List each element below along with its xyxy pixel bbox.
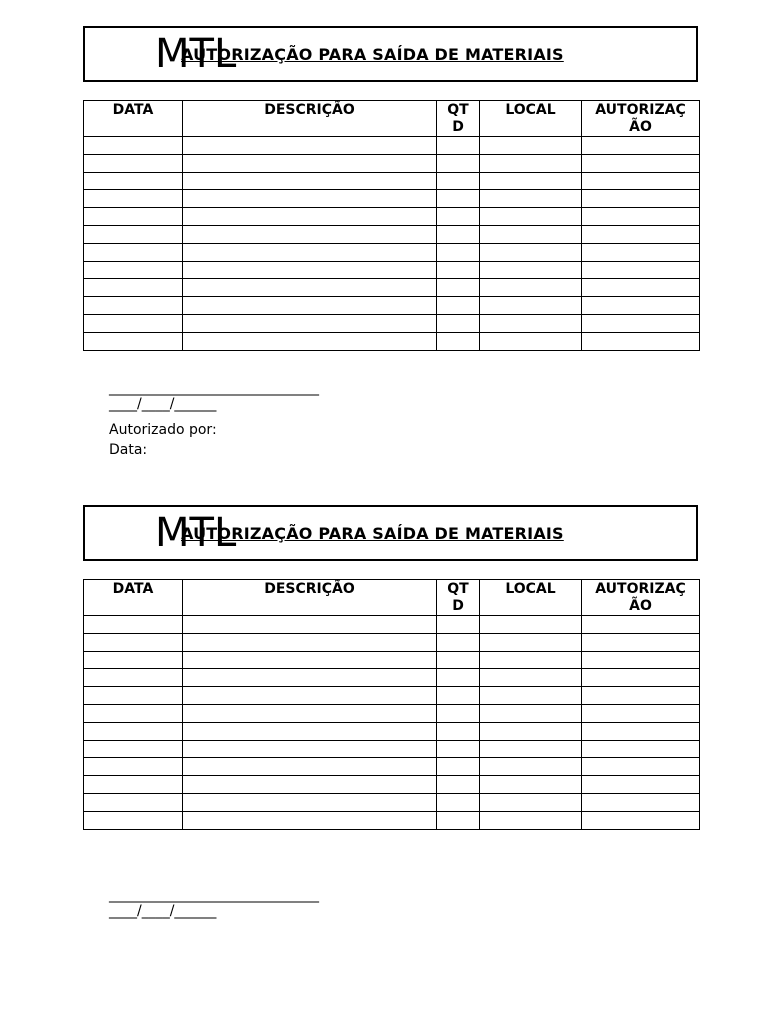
table-row [84, 758, 700, 776]
table-body [84, 616, 700, 830]
date-line[interactable]: ____/____/______ [109, 903, 217, 919]
cell-location[interactable] [480, 776, 582, 794]
table-row [84, 704, 700, 722]
cell-authorization[interactable] [582, 208, 700, 226]
cell-quantity[interactable] [437, 633, 480, 651]
table-row [84, 669, 700, 687]
cell-location[interactable] [480, 279, 582, 297]
cell-quantity[interactable] [437, 297, 480, 315]
cell-authorization[interactable] [582, 811, 700, 829]
table-header-row [84, 580, 700, 616]
cell-authorization[interactable] [582, 722, 700, 740]
cell-description[interactable] [183, 261, 437, 279]
cell-authorization[interactable] [582, 190, 700, 208]
cell-date[interactable] [84, 722, 183, 740]
cell-location[interactable] [480, 332, 582, 350]
cell-authorization[interactable] [582, 261, 700, 279]
table-row [84, 811, 700, 829]
cell-date[interactable] [84, 776, 183, 794]
table-row [84, 616, 700, 634]
cell-location[interactable] [480, 154, 582, 172]
materials-table [83, 579, 700, 830]
cell-location[interactable] [480, 669, 582, 687]
cell-date[interactable] [84, 687, 183, 705]
cell-authorization[interactable] [582, 776, 700, 794]
table-row [84, 722, 700, 740]
table-row [84, 279, 700, 297]
table-row [84, 651, 700, 669]
materials-table [83, 100, 700, 351]
cell-location[interactable] [480, 172, 582, 190]
cell-authorization[interactable] [582, 687, 700, 705]
cell-authorization[interactable] [582, 154, 700, 172]
cell-location[interactable] [480, 616, 582, 634]
cell-location[interactable] [480, 297, 582, 315]
cell-location[interactable] [480, 722, 582, 740]
cell-description[interactable] [183, 740, 437, 758]
company-logo: MTL [155, 510, 237, 556]
cell-location[interactable] [480, 190, 582, 208]
cell-location[interactable] [480, 811, 582, 829]
cell-description[interactable] [183, 704, 437, 722]
cell-date[interactable] [84, 793, 183, 811]
cell-date[interactable] [84, 704, 183, 722]
table-row [84, 243, 700, 261]
cell-quantity[interactable] [437, 208, 480, 226]
cell-date[interactable] [84, 740, 183, 758]
cell-quantity[interactable] [437, 616, 480, 634]
table-body [84, 137, 700, 351]
cell-location[interactable] [480, 208, 582, 226]
cell-location[interactable] [480, 758, 582, 776]
date-label: Data: [109, 442, 148, 458]
cell-authorization[interactable] [582, 332, 700, 350]
cell-description[interactable] [183, 669, 437, 687]
column-header-description: DESCRIÇÃO [183, 101, 437, 137]
cell-quantity[interactable] [437, 740, 480, 758]
column-header-quantity: QT D [437, 101, 480, 137]
form-header [83, 26, 698, 82]
cell-description[interactable] [183, 279, 437, 297]
cell-quantity[interactable] [437, 811, 480, 829]
table-row [84, 793, 700, 811]
table-row [84, 687, 700, 705]
cell-quantity[interactable] [437, 190, 480, 208]
table-row [84, 261, 700, 279]
cell-location[interactable] [480, 793, 582, 811]
cell-authorization[interactable] [582, 297, 700, 315]
cell-location[interactable] [480, 137, 582, 155]
cell-authorization[interactable] [582, 279, 700, 297]
table-row [84, 137, 700, 155]
cell-description[interactable] [183, 225, 437, 243]
column-header-description: DESCRIÇÃO [183, 580, 437, 616]
cell-date[interactable] [84, 314, 183, 332]
cell-date[interactable] [84, 332, 183, 350]
column-header-authorization: AUTORIZAÇ ÃO [582, 101, 700, 137]
cell-description[interactable] [183, 633, 437, 651]
signature-block-2 [109, 887, 319, 919]
cell-quantity[interactable] [437, 279, 480, 297]
cell-description[interactable] [183, 758, 437, 776]
cell-authorization[interactable] [582, 616, 700, 634]
table-row [84, 776, 700, 794]
cell-quantity[interactable] [437, 793, 480, 811]
cell-quantity[interactable] [437, 651, 480, 669]
column-header-authorization: AUTORIZAÇ ÃO [582, 580, 700, 616]
cell-location[interactable] [480, 633, 582, 651]
cell-date[interactable] [84, 279, 183, 297]
cell-quantity[interactable] [437, 137, 480, 155]
cell-quantity[interactable] [437, 776, 480, 794]
cell-description[interactable] [183, 243, 437, 261]
cell-location[interactable] [480, 225, 582, 243]
cell-description[interactable] [183, 208, 437, 226]
table-row [84, 172, 700, 190]
column-header-location: LOCAL [480, 580, 582, 616]
cell-authorization[interactable] [582, 758, 700, 776]
cell-description[interactable] [183, 687, 437, 705]
cell-quantity[interactable] [437, 172, 480, 190]
cell-date[interactable] [84, 208, 183, 226]
table-row [84, 225, 700, 243]
form-header [83, 505, 698, 561]
cell-location[interactable] [480, 243, 582, 261]
cell-date[interactable] [84, 190, 183, 208]
cell-authorization[interactable] [582, 651, 700, 669]
cell-quantity[interactable] [437, 243, 480, 261]
company-logo: MTL [155, 31, 237, 77]
cell-description[interactable] [183, 776, 437, 794]
cell-location[interactable] [480, 687, 582, 705]
cell-quantity[interactable] [437, 687, 480, 705]
cell-description[interactable] [183, 332, 437, 350]
cell-quantity[interactable] [437, 669, 480, 687]
column-header-quantity: QT D [437, 580, 480, 616]
cell-quantity[interactable] [437, 722, 480, 740]
cell-date[interactable] [84, 261, 183, 279]
form-title: AUTORIZAÇÃO PARA SAÍDA DE MATERIAIS [181, 524, 564, 543]
cell-description[interactable] [183, 722, 437, 740]
cell-location[interactable] [480, 314, 582, 332]
cell-authorization[interactable] [582, 793, 700, 811]
table-row [84, 190, 700, 208]
cell-authorization[interactable] [582, 633, 700, 651]
signature-line[interactable]: ______________________________ [109, 380, 319, 396]
signature-line[interactable]: ______________________________ [109, 887, 319, 903]
cell-quantity[interactable] [437, 314, 480, 332]
signature-block-1 [109, 380, 319, 460]
cell-authorization[interactable] [582, 243, 700, 261]
column-header-date: DATA [84, 101, 183, 137]
cell-quantity[interactable] [437, 332, 480, 350]
cell-authorization[interactable] [582, 669, 700, 687]
cell-date[interactable] [84, 633, 183, 651]
cell-location[interactable] [480, 651, 582, 669]
cell-description[interactable] [183, 137, 437, 155]
cell-date[interactable] [84, 225, 183, 243]
date-line[interactable]: ____/____/______ [109, 396, 217, 412]
cell-authorization[interactable] [582, 137, 700, 155]
cell-date[interactable] [84, 137, 183, 155]
cell-description[interactable] [183, 314, 437, 332]
cell-description[interactable] [183, 811, 437, 829]
cell-description[interactable] [183, 793, 437, 811]
table-row [84, 332, 700, 350]
cell-description[interactable] [183, 651, 437, 669]
cell-date[interactable] [84, 172, 183, 190]
table-row [84, 314, 700, 332]
cell-date[interactable] [84, 243, 183, 261]
cell-date[interactable] [84, 651, 183, 669]
table-row [84, 208, 700, 226]
table-row [84, 740, 700, 758]
cell-authorization[interactable] [582, 225, 700, 243]
cell-description[interactable] [183, 616, 437, 634]
cell-date[interactable] [84, 154, 183, 172]
cell-location[interactable] [480, 261, 582, 279]
cell-authorization[interactable] [582, 704, 700, 722]
column-header-location: LOCAL [480, 101, 582, 137]
authorized-by-label: Autorizado por: [109, 422, 217, 438]
cell-quantity[interactable] [437, 704, 480, 722]
cell-quantity[interactable] [437, 758, 480, 776]
cell-date[interactable] [84, 616, 183, 634]
cell-quantity[interactable] [437, 261, 480, 279]
cell-location[interactable] [480, 704, 582, 722]
cell-authorization[interactable] [582, 740, 700, 758]
cell-description[interactable] [183, 172, 437, 190]
cell-description[interactable] [183, 154, 437, 172]
cell-authorization[interactable] [582, 314, 700, 332]
cell-description[interactable] [183, 297, 437, 315]
cell-date[interactable] [84, 758, 183, 776]
table-row [84, 297, 700, 315]
cell-date[interactable] [84, 297, 183, 315]
cell-date[interactable] [84, 811, 183, 829]
table-row [84, 633, 700, 651]
cell-date[interactable] [84, 669, 183, 687]
form-title: AUTORIZAÇÃO PARA SAÍDA DE MATERIAIS [181, 45, 564, 64]
table-header-row [84, 101, 700, 137]
cell-quantity[interactable] [437, 154, 480, 172]
table-row [84, 154, 700, 172]
cell-authorization[interactable] [582, 172, 700, 190]
column-header-date: DATA [84, 580, 183, 616]
cell-description[interactable] [183, 190, 437, 208]
cell-location[interactable] [480, 740, 582, 758]
cell-quantity[interactable] [437, 225, 480, 243]
